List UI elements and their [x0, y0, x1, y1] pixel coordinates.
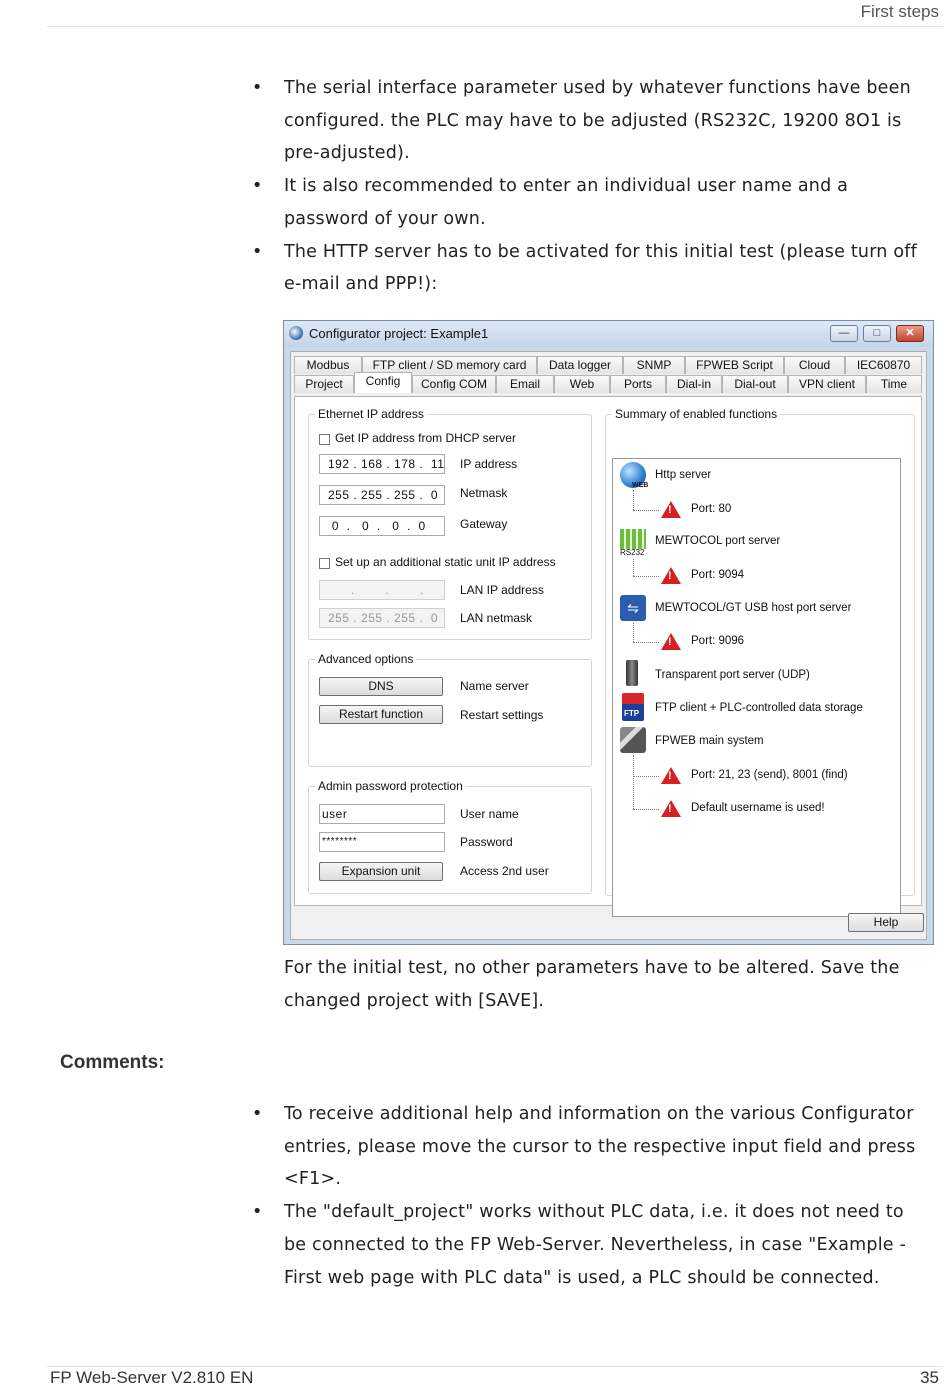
http-port-item: Port: 80	[691, 503, 732, 515]
list-item: • The "default_project" works without PLC data, i.e. it does not need to be connected to the FP Web-Server. Nevertheless, in case "Example - First web page with PLC data" is used, a PLC should be connected.	[249, 1196, 929, 1294]
bullet-icon: •	[252, 241, 263, 262]
restart-function-button[interactable]: Restart function	[319, 705, 443, 724]
tab-vpn-client[interactable]: VPN client	[788, 375, 866, 393]
tab-web[interactable]: Web	[554, 375, 610, 393]
lan-netmask-field[interactable]: 255 . 255 . 255 . 0	[319, 608, 445, 628]
warning-icon	[661, 800, 681, 817]
gateway-label: Gateway	[460, 517, 508, 531]
warning-icon	[661, 767, 681, 784]
serial-connector-icon	[626, 660, 638, 686]
tab-snmp[interactable]: SNMP	[623, 356, 685, 374]
tree-line	[633, 755, 634, 809]
app-icon	[289, 326, 303, 340]
netmask-field[interactable]: 255 . 255 . 255 . 0	[319, 485, 445, 505]
name-server-label: Name server	[460, 679, 529, 693]
help-button[interactable]: Help	[848, 913, 924, 932]
dialog-titlebar	[284, 321, 933, 347]
lan-ip-field[interactable]: . . .	[319, 580, 445, 600]
bullet-list-bottom	[249, 1098, 929, 1294]
http-server-item: Http server	[655, 469, 712, 481]
footer-divider	[47, 1366, 943, 1367]
gateway-field[interactable]: 0 . 0 . 0 . 0	[319, 516, 445, 536]
ethernet-group	[308, 407, 592, 640]
ip-address-field[interactable]: 192 . 168 . 178 . 11	[319, 454, 445, 474]
list-item: • The HTTP server has to be activated for this initial test (please turn off e-mail and PPP!):	[249, 236, 929, 301]
access-2nd-user-label: Access 2nd user	[460, 864, 549, 878]
tab-config-com[interactable]: Config COM	[412, 375, 496, 393]
lan-ip-label: LAN IP address	[460, 583, 544, 597]
usb-port-item: Port: 9096	[691, 635, 745, 647]
tab-data-logger[interactable]: Data logger	[537, 356, 623, 374]
bullet-list-top	[249, 72, 929, 301]
page-number: 35	[920, 1368, 939, 1387]
maximize-icon[interactable]: □	[863, 325, 891, 342]
tree-line	[633, 809, 659, 810]
tab-cloud[interactable]: Cloud	[784, 356, 845, 374]
user-name-field[interactable]: user	[319, 804, 445, 824]
tab-config[interactable]: Config	[354, 372, 412, 393]
static-ip-checkbox[interactable]	[319, 558, 330, 569]
after-dialog-text: For the initial test, no other parameters have to be altered. Save the changed project with [SAVE].	[284, 958, 900, 1011]
default-username-warning: Default username is used!	[691, 802, 825, 814]
web-badge: WEB	[632, 482, 649, 489]
fpweb-main-item: FPWEB main system	[655, 735, 764, 747]
footer-product: FP Web-Server V2.810 EN	[50, 1368, 254, 1387]
tab-ports[interactable]: Ports	[610, 375, 666, 393]
bullet-icon: •	[252, 176, 263, 197]
lan-netmask-label: LAN netmask	[460, 611, 533, 625]
bullet-icon: •	[252, 1104, 263, 1124]
mewtocol-item: MEWTOCOL port server	[655, 535, 781, 547]
usb-server-item: MEWTOCOL/GT USB host port server	[655, 602, 852, 614]
header-section-title: First steps	[860, 2, 939, 21]
tab-dial-out[interactable]: Dial-out	[722, 375, 788, 393]
summary-tree	[612, 458, 901, 917]
minimize-icon[interactable]: —	[830, 325, 858, 342]
list-item: • To receive additional help and information on the various Configurator entries, please move the cursor to the respective input field and press <F1>.	[249, 1098, 929, 1196]
tree-line	[633, 623, 634, 642]
tab-fpweb-script[interactable]: FPWEB Script	[685, 356, 784, 374]
advanced-legend: Advanced options	[315, 652, 416, 666]
config-panel	[294, 396, 922, 906]
warning-icon	[661, 633, 681, 650]
rs232-badge: RS232	[620, 548, 645, 557]
tree-line	[633, 642, 659, 643]
restart-settings-label: Restart settings	[460, 708, 544, 722]
tree-line	[633, 776, 659, 777]
comments-heading: Comments:	[60, 1052, 165, 1073]
tab-time[interactable]: Time	[866, 375, 922, 393]
tab-dial-in[interactable]: Dial-in	[666, 375, 722, 393]
ethernet-legend: Ethernet IP address	[315, 407, 427, 421]
dialog-body	[290, 351, 927, 940]
ftp-item: FTP client + PLC-controlled data storage	[655, 702, 863, 714]
warning-icon	[661, 501, 681, 518]
dhcp-label: Get IP address from DHCP server	[335, 431, 516, 445]
tree-line	[633, 576, 659, 577]
dns-button[interactable]: DNS	[319, 677, 443, 696]
list-item: • The serial interface parameter used by whatever functions have been configured. the PLC may have to be adjusted (RS232C, 19200 8O1 is pre-adjusted).	[249, 72, 929, 170]
usb-icon: ⇋	[620, 595, 646, 621]
admin-password-group	[308, 779, 592, 894]
warning-icon	[661, 567, 681, 584]
tree-line	[633, 490, 634, 510]
fpweb-ports-item: Port: 21, 23 (send), 8001 (find)	[691, 769, 848, 781]
advanced-options-group	[308, 652, 592, 767]
configurator-dialog	[283, 320, 934, 945]
serial-port-icon	[620, 529, 646, 549]
user-name-label: User name	[460, 807, 519, 821]
expansion-unit-button[interactable]: Expansion unit	[319, 862, 443, 881]
password-field[interactable]: ********	[319, 832, 445, 852]
dialog-title: Configurator project: Example1	[309, 326, 489, 341]
tab-email[interactable]: Email	[496, 375, 554, 393]
ftp-badge: FTP	[624, 709, 640, 718]
summary-legend: Summary of enabled functions	[612, 407, 780, 421]
udp-server-item: Transparent port server (UDP)	[655, 669, 810, 681]
ip-address-label: IP address	[460, 457, 518, 471]
bullet-icon: •	[252, 1202, 263, 1223]
tab-ftp-client[interactable]: FTP client / SD memory card	[362, 356, 537, 374]
tools-icon	[620, 727, 646, 753]
dhcp-checkbox[interactable]	[319, 434, 330, 445]
admin-legend: Admin password protection	[315, 779, 466, 793]
tab-iec60870[interactable]: IEC60870	[845, 356, 922, 374]
static-ip-label: Set up an additional static unit IP address	[335, 555, 556, 569]
password-label: Password	[460, 835, 513, 849]
close-icon[interactable]: ✕	[896, 325, 924, 342]
tree-line	[633, 510, 659, 511]
bullet-icon: •	[252, 78, 263, 98]
tab-project[interactable]: Project	[294, 375, 354, 393]
list-item: • It is also recommended to enter an individual user name and a password of your own.	[249, 170, 929, 235]
mewtocol-port-item: Port: 9094	[691, 569, 745, 581]
header-divider	[47, 26, 943, 27]
tab-modbus[interactable]: Modbus	[294, 356, 362, 374]
tree-line	[633, 559, 634, 576]
netmask-label: Netmask	[460, 486, 508, 500]
